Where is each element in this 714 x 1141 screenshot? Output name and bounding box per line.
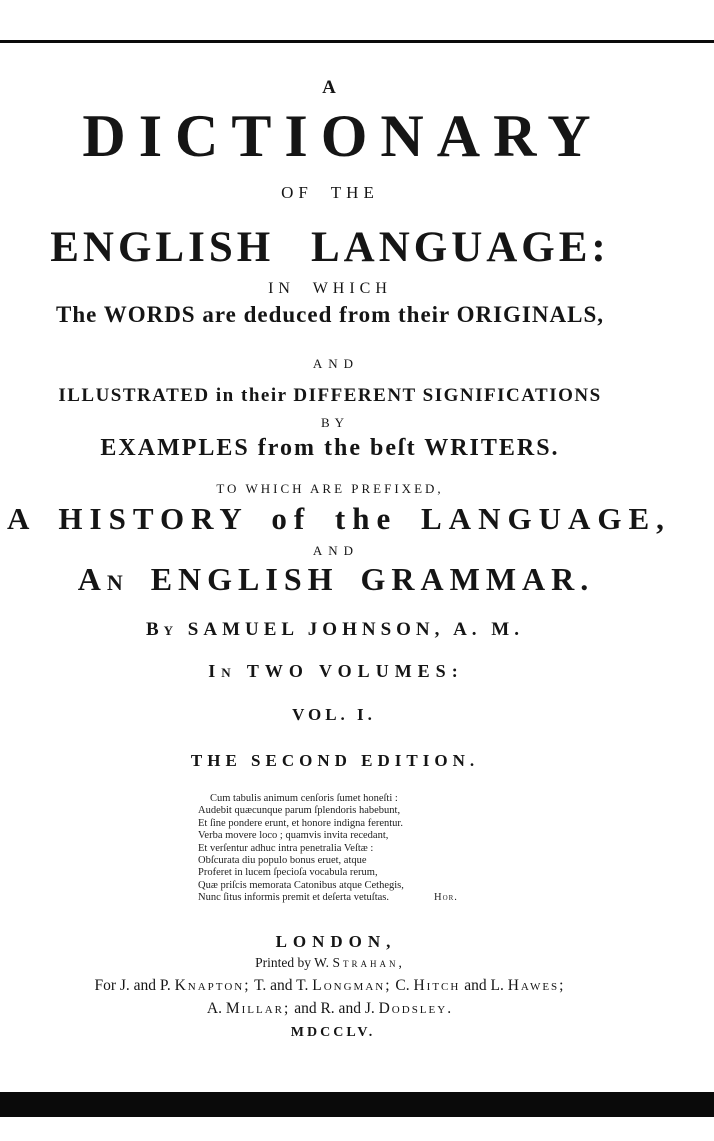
bookseller-name: Longman; bbox=[312, 977, 392, 994]
illustrated-line: ILLUSTRATED in their DIFFERENT SIGNIFICATIONS bbox=[58, 385, 602, 406]
epigraph-last-line bbox=[198, 892, 518, 904]
sellers-text: and L. bbox=[460, 977, 508, 994]
imprint-city: LONDON, bbox=[275, 932, 397, 951]
volumes-line: In TWO VOLUMES: bbox=[208, 661, 464, 681]
sellers-text: A. bbox=[206, 1000, 226, 1017]
of-the-connective: OF THE bbox=[281, 183, 379, 202]
examples-line: EXAMPLES from the beſt WRITERS. bbox=[100, 435, 560, 461]
latin-epigraph bbox=[198, 793, 518, 905]
and-connective-1: AND bbox=[312, 356, 360, 371]
subtitle-english-language: ENGLISH LANGUAGE: bbox=[50, 224, 610, 271]
epigraph-attribution: Hor. bbox=[434, 892, 458, 904]
words-deduced-line: The WORDS are deduced from their ORIGINALS, bbox=[56, 302, 604, 327]
scan-edge-top-rule bbox=[0, 40, 714, 43]
imprint-booksellers-line-2 bbox=[0, 1001, 660, 1017]
half-title-letter: A bbox=[322, 77, 338, 98]
volume-number: VOL. I. bbox=[292, 705, 376, 724]
sellers-text: C. bbox=[391, 977, 414, 994]
english-grammar-line: An ENGLISH GRAMMAR. bbox=[77, 561, 595, 597]
epigraph-line-text: Nunc ſitus informis premit et deſerta vetuſtas. bbox=[198, 892, 389, 904]
epigraph-line: Verba movere loco ; quamvis invita recedant, bbox=[198, 830, 389, 842]
and-connective-2: AND bbox=[312, 543, 360, 558]
sellers-text: T. and T. bbox=[250, 977, 313, 994]
bookseller-name: Dodsley. bbox=[378, 1000, 454, 1017]
epigraph-line: Et verſentur adhuc intra penetralia Veſtæ : bbox=[198, 842, 374, 854]
epigraph-line: Quæ priſcis memorata Catonibus atque Cethegis, bbox=[198, 879, 404, 891]
author-line: By SAMUEL JOHNSON, A. M. bbox=[145, 619, 524, 640]
imprint-booksellers-line-1 bbox=[0, 978, 660, 994]
epigraph-line: Et ſine pondere erunt, et honore indigna ferentur. bbox=[198, 817, 403, 829]
printed-by-text: Printed by W. bbox=[255, 955, 333, 970]
epigraph-line: Obſcurata diu populo bonus eruet, atque bbox=[198, 855, 367, 867]
epigraph-line: Proferet in lucem ſpecioſa vocabula rerum, bbox=[198, 867, 378, 879]
edition-statement: THE SECOND EDITION. bbox=[190, 751, 480, 770]
prefixed-connective: TO WHICH ARE PREFIXED, bbox=[216, 481, 444, 496]
bookseller-name: Millar; bbox=[225, 1000, 291, 1017]
imprint-date-roman-numerals: MDCCLV. bbox=[290, 1025, 376, 1040]
page-title: DICTIONARY bbox=[82, 103, 604, 169]
epigraph-line: Cum tabulis animum cenſoris ſumet honeſti : bbox=[210, 793, 398, 804]
history-of-language-line: A HISTORY of the LANGUAGE, bbox=[7, 501, 671, 536]
sellers-text: and R. and J. bbox=[290, 1000, 379, 1017]
scan-edge-bottom-bar bbox=[0, 1092, 714, 1117]
imprint-printer-line bbox=[0, 956, 660, 970]
epigraph-line: Audebit quæcunque parum ſplendoris habebunt, bbox=[198, 805, 401, 817]
in-which-connective: IN WHICH bbox=[268, 280, 392, 297]
printer-name: Strahan, bbox=[332, 955, 405, 970]
by-connective: BY bbox=[320, 415, 350, 430]
bookseller-name: Hitch bbox=[413, 977, 461, 994]
bookseller-name: Hawes; bbox=[507, 977, 566, 994]
sellers-text: For J. and P. bbox=[94, 977, 175, 994]
bookseller-name: Knapton; bbox=[174, 977, 251, 994]
